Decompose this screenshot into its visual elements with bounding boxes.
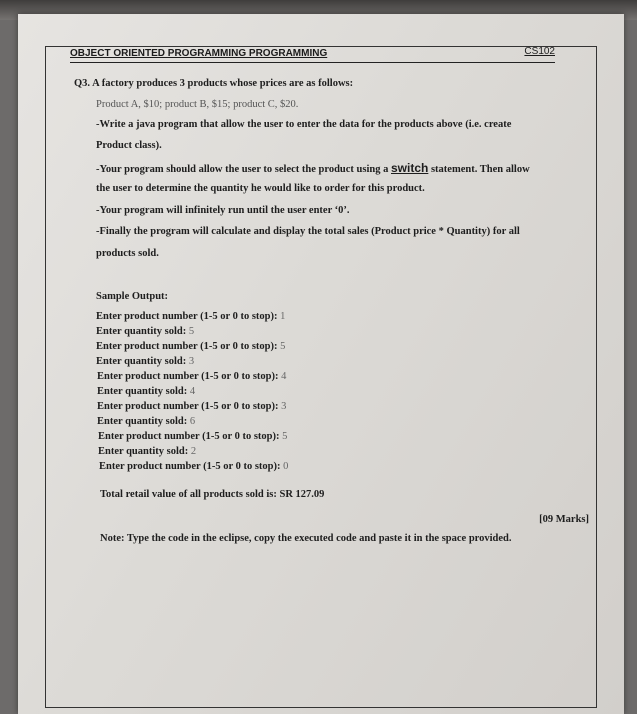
sample-line: Enter quantity sold: 3	[96, 356, 195, 367]
course-title: OBJECT ORIENTED PROGRAMMING PROGRAMMING	[70, 48, 328, 59]
instruction-1b: Product class).	[96, 140, 162, 151]
switch-keyword: switch	[391, 161, 429, 175]
sample-line: Enter quantity sold: 6	[97, 416, 196, 427]
question-intro	[74, 78, 353, 89]
question-intro-text: A factory produces 3 products whose prices are as follows:	[92, 78, 354, 89]
sample-line: Enter product number (1-5 or 0 to stop): 5	[98, 431, 288, 442]
instruction-2	[96, 161, 530, 175]
instruction-3: -Your program will infinitely run until the user enter ‘0’.	[96, 205, 350, 216]
instruction-2-pre: -Your program should allow the user to select the product using a	[96, 164, 389, 175]
instruction-4: -Finally the program will calculate and display the total sales (Product price * Quantity) for all	[96, 226, 520, 237]
course-code: CS102	[524, 46, 555, 57]
sample-line: Enter quantity sold: 4	[97, 386, 196, 397]
sample-line: Enter product number (1-5 or 0 to stop): 0	[99, 461, 289, 472]
product-prices: Product A, $10; product B, $15; product C, $20.	[96, 99, 299, 110]
instruction-2b: the user to determine the quantity he would like to order for this product.	[96, 183, 425, 194]
sample-line: Enter product number (1-5 or 0 to stop): 5	[96, 341, 286, 352]
sample-line: Enter quantity sold: 5	[96, 326, 195, 337]
sample-line: Enter quantity sold: 2	[98, 446, 197, 457]
sample-heading: Sample Output:	[96, 291, 169, 302]
sample-line: Enter product number (1-5 or 0 to stop): 1	[96, 311, 286, 322]
instruction-4b: products sold.	[96, 248, 159, 259]
note: Note: Type the code in the eclipse, copy the executed code and paste it in the space provided.	[100, 533, 512, 544]
question-number: Q3.	[74, 78, 91, 89]
total-output: Total retail value of all products sold is: SR 127.09	[100, 489, 325, 500]
sample-line: Enter product number (1-5 or 0 to stop): 3	[97, 401, 287, 412]
page-header	[70, 48, 555, 63]
sample-line: Enter product number (1-5 or 0 to stop): 4	[97, 371, 287, 382]
instruction-2-post: statement. Then allow	[430, 164, 530, 175]
instruction-1: -Write a java program that allow the user to enter the data for the products above (i.e. create	[96, 119, 512, 130]
marks: [09 Marks]	[539, 514, 589, 525]
